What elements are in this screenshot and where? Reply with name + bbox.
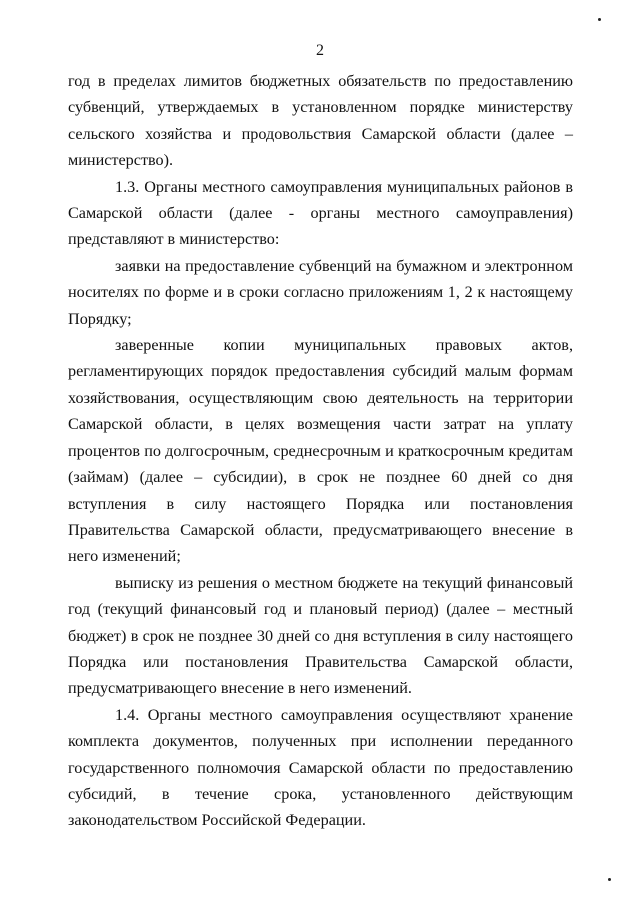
paragraph-continuation: год в пределах лимитов бюджетных обязательств по предоставлению субвенций, утверждаемых в установленном порядке министерству сельского хозяйства и продовольствия Самарской области (далее – министерство). [68,72,573,170]
paragraph-1-4: 1.4. Органы местного самоуправления осуществляют хранение комплекта документов, полученных при исполнении переданного государственного полномочия Самарской области по предоставлению субсидий, в течение срока, установленного действующим законодательством Российской Федерации. [68,705,573,830]
scan-speck [608,878,611,881]
paragraph-certified-copies: заверенные копии муниципальных правовых актов, регламентирующих порядок предоставления субсидий малым формам хозяйствования, осуществляющим свою деятельность на территории Самарской области, в целях возмещения части затрат на уплату процентов по долгосрочным, среднесрочным и краткосрочным кредитам (займам) (далее – субсидии), в срок не позднее 60 дней со дня вступления в силу настоящего Порядка или постановления Правительства Самарской области, предусматривающего внесение в него изменений; [68,336,573,566]
document-body [68,68,573,834]
paragraph-applications: заявки на предоставление субвенций на бумажном и электронном носителях по форме и в сроки согласно приложениям 1, 2 к настоящему Порядку; [68,256,573,328]
scan-speck [598,18,601,21]
paragraph-budget-extract: выписку из решения о местном бюджете на текущий финансовый год (текущий финансовый год и плановый период) (далее – местный бюджет) в срок не позднее 30 дней со дня вступления в силу настоящего Порядка или постановления Правительства Самарской области, предусматривающего внесение в него изменений. [68,573,573,698]
paragraph-1-3: 1.3. Органы местного самоуправления муниципальных районов в Самарской области (далее - органы местного самоуправления) представляют в министерство: [68,177,573,249]
page-number: 2 [316,42,324,59]
